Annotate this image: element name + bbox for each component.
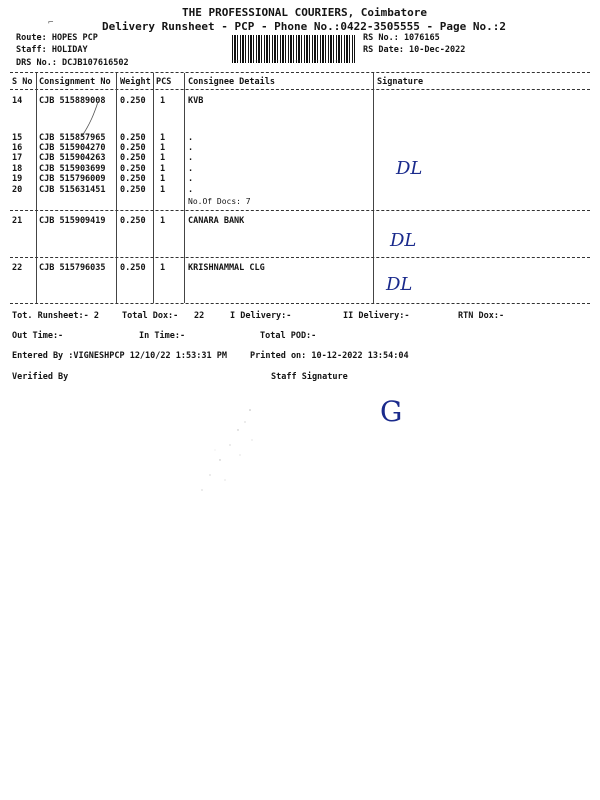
row-weight: 0.250 (120, 216, 146, 226)
row-details: KRISHNAMMAL CLG (188, 263, 265, 273)
no-of-docs: No.Of Docs: 7 (188, 197, 251, 206)
col-sep-1 (36, 73, 37, 303)
row-pcs: 1 (160, 263, 166, 273)
rs-number: RS No.: 1076165 (363, 33, 440, 43)
ii-delivery: II Delivery:- (343, 311, 410, 321)
col-signature: Signature (377, 77, 424, 87)
barcode-image (232, 35, 355, 63)
scan-noise (190, 400, 280, 500)
row-sno: 19 (12, 174, 23, 184)
row-details: . (188, 174, 194, 184)
table-top-rule (10, 72, 590, 73)
out-time: Out Time:- (12, 331, 64, 341)
row-sno: 15 (12, 133, 23, 143)
row-consignment: CJB 515796035 (39, 263, 106, 273)
total-dox-value: 22 (194, 311, 205, 321)
row-sno: 17 (12, 153, 23, 163)
signature-dl-3: DL (386, 274, 413, 295)
row-consignment: CJB 515796009 (39, 174, 106, 184)
row-pcs: 1 (160, 153, 166, 163)
drs-number: DRS No.: DCJB107616502 (16, 58, 129, 68)
row-weight: 0.250 (120, 153, 146, 163)
handwritten-initial: G (380, 395, 403, 428)
row-weight: 0.250 (120, 174, 146, 184)
in-time: In Time:- (139, 331, 186, 341)
i-delivery: I Delivery:- (230, 311, 292, 321)
col-sep-5 (373, 73, 374, 303)
signature-dl-2: DL (390, 230, 417, 251)
row-weight: 0.250 (120, 164, 146, 174)
row-pcs: 1 (160, 185, 166, 195)
total-dox-label: Total Dox:- (122, 311, 179, 321)
col-sno: S No (12, 77, 33, 87)
scan-mark: ⌐ (48, 18, 54, 28)
signature-dl-1: DL (396, 158, 423, 179)
tot-runsheet: Tot. Runsheet:- 2 (12, 311, 99, 321)
row-pcs: 1 (160, 216, 166, 226)
row-pcs: 1 (160, 143, 166, 153)
col-sep-3 (153, 73, 154, 303)
verified-by: Verified By (12, 372, 69, 382)
row-pcs: 1 (160, 164, 166, 174)
row-weight: 0.250 (120, 143, 146, 153)
row-pcs: 1 (160, 133, 166, 143)
row-consignment: CJB 515857965 (39, 133, 106, 143)
table-bottom-rule (10, 303, 590, 304)
row-weight: 0.250 (120, 185, 146, 195)
col-pcs: PCS (156, 77, 172, 87)
row-consignment: CJB 515904270 (39, 143, 106, 153)
row-consignment: CJB 515889008 (39, 96, 106, 106)
row-consignment: CJB 515631451 (39, 185, 106, 195)
row-details: . (188, 185, 194, 195)
row-consignment: CJB 515904263 (39, 153, 106, 163)
col-consignment: Consignment No (39, 77, 111, 87)
rtn-dox: RTN Dox:- (458, 311, 505, 321)
printed-on: Printed on: 10-12-2022 13:54:04 (250, 351, 409, 361)
col-sep-4 (184, 73, 185, 303)
row-pcs: 1 (160, 96, 166, 106)
row-weight: 0.250 (120, 96, 146, 106)
runsheet-subtitle: Delivery Runsheet - PCP - Phone No.:0422-3505555 - Page No.:2 (102, 20, 506, 33)
row-sno: 14 (12, 96, 23, 106)
row-consignment: CJB 515909419 (39, 216, 106, 226)
row-group-rule-1 (10, 210, 590, 211)
row-weight: 0.250 (120, 133, 146, 143)
col-weight: Weight (120, 77, 151, 87)
header-bottom-rule (10, 89, 590, 90)
staff-label: Staff: HOLIDAY (16, 45, 88, 55)
rs-date: RS Date: 10-Dec-2022 (363, 45, 466, 55)
row-group-rule-2 (10, 257, 590, 258)
row-consignment: CJB 515903699 (39, 164, 106, 174)
entered-by: Entered By :VIGNESHPCP 12/10/22 1:53:31 PM (12, 351, 227, 361)
row-details: KVB (188, 96, 204, 106)
staff-signature: Staff Signature (271, 372, 348, 382)
row-weight: 0.250 (120, 263, 146, 273)
company-title: THE PROFESSIONAL COURIERS, Coimbatore (182, 6, 428, 19)
col-consignee: Consignee Details (188, 77, 275, 87)
row-sno: 22 (12, 263, 23, 273)
total-pod: Total POD:- (260, 331, 317, 341)
col-sep-2 (116, 73, 117, 303)
row-sno: 16 (12, 143, 23, 153)
row-sno: 20 (12, 185, 23, 195)
row-pcs: 1 (160, 174, 166, 184)
row-details: CANARA BANK (188, 216, 245, 226)
row-details: . (188, 164, 194, 174)
row-sno: 18 (12, 164, 23, 174)
route-label: Route: HOPES PCP (16, 33, 98, 43)
row-details: . (188, 153, 194, 163)
row-details: . (188, 143, 194, 153)
row-sno: 21 (12, 216, 23, 226)
row-details: . (188, 133, 194, 143)
